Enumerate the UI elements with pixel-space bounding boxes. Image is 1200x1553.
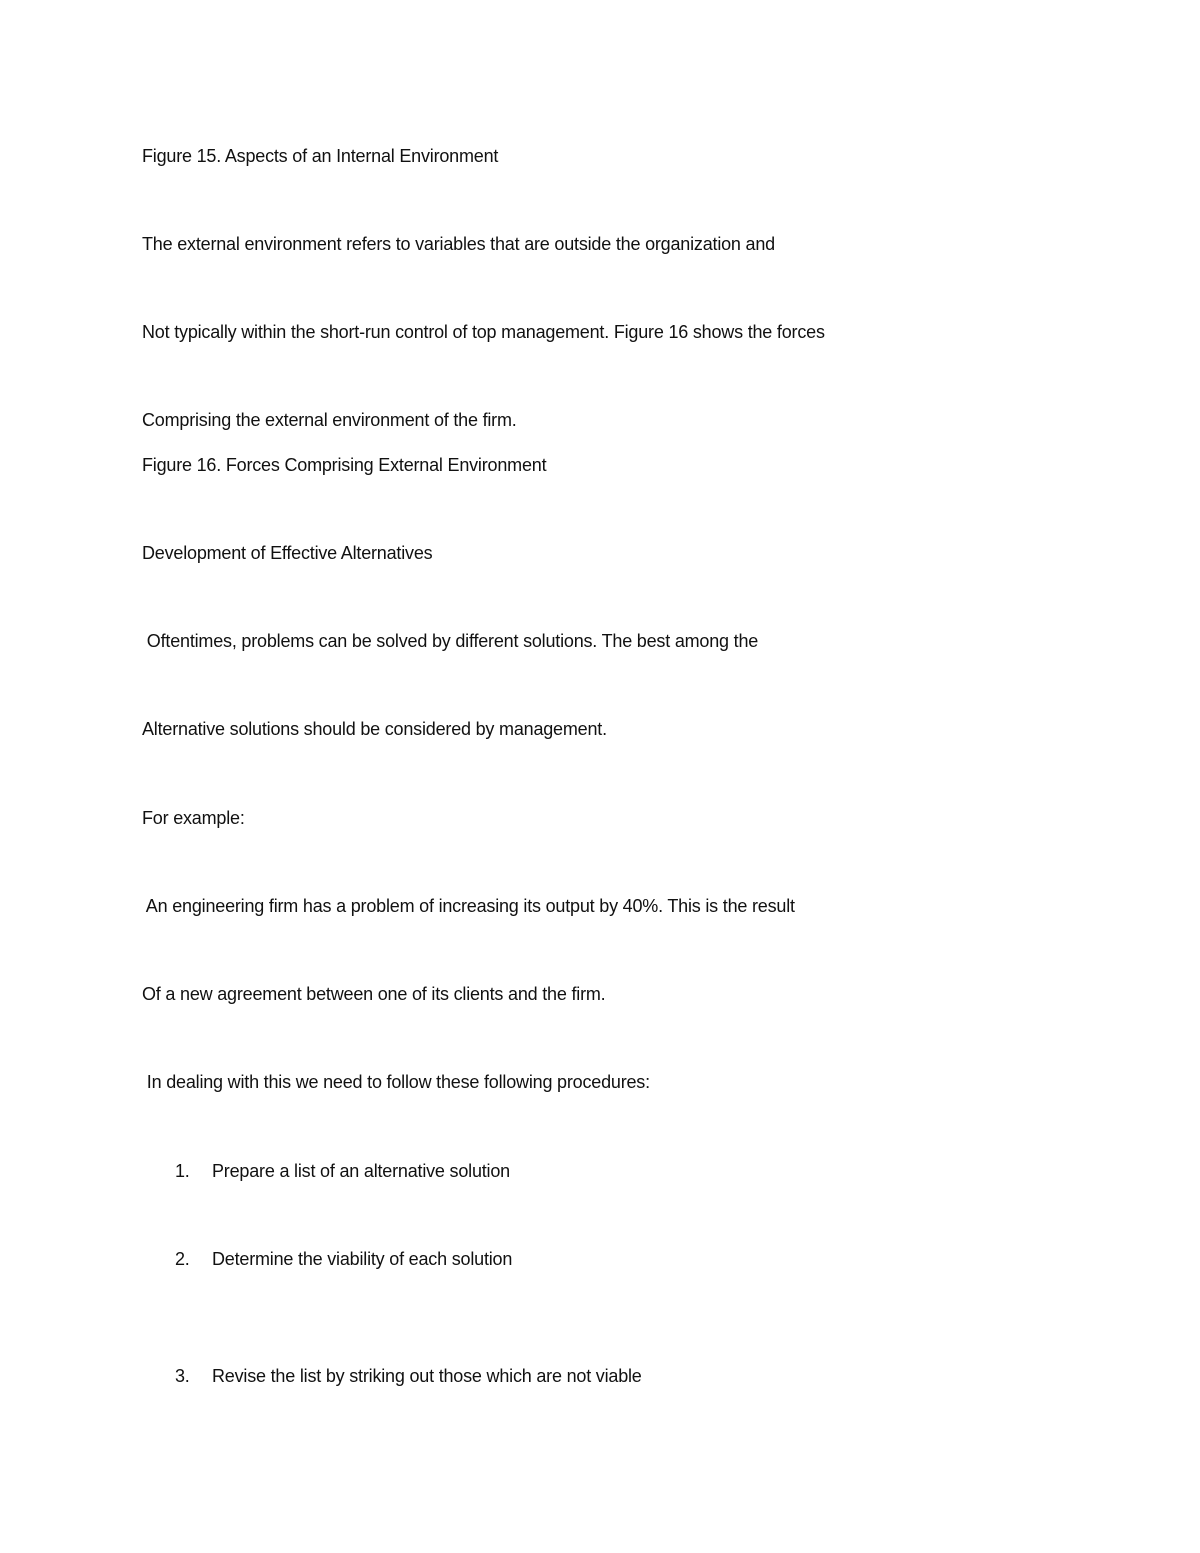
list-item-text: Prepare a list of an alternative solution <box>212 1161 510 1181</box>
paragraph-line: Comprising the external environment of the firm. <box>142 410 517 430</box>
list-item <box>175 1160 510 1182</box>
paragraph-line: In dealing with this we need to follow these following procedures: <box>142 1072 650 1092</box>
paragraph-line: Oftentimes, problems can be solved by different solutions. The best among the <box>142 631 759 651</box>
figure-16-caption: Figure 16. Forces Comprising External Environment <box>142 455 547 475</box>
paragraph-line: The external environment refers to variables that are outside the organization and <box>142 234 775 254</box>
list-item <box>175 1248 512 1270</box>
list-item <box>175 1365 642 1387</box>
paragraph-line: Alternative solutions should be considered by management. <box>142 719 607 739</box>
paragraph-line: An engineering firm has a problem of increasing its output by 40%. This is the result <box>142 896 795 916</box>
paragraph-line: For example: <box>142 808 245 828</box>
list-item-text: Revise the list by striking out those which are not viable <box>212 1366 642 1386</box>
list-item-text: Determine the viability of each solution <box>212 1249 513 1269</box>
section-heading: Development of Effective Alternatives <box>142 543 433 563</box>
list-item-number: 3. <box>175 1366 190 1386</box>
paragraph-line: Of a new agreement between one of its clients and the firm. <box>142 984 606 1004</box>
list-item-number: 1. <box>175 1161 190 1181</box>
figure-15-caption: Figure 15. Aspects of an Internal Environment <box>142 146 499 166</box>
paragraph-line: Not typically within the short-run control of top management. Figure 16 shows the forces <box>142 322 825 342</box>
list-item-number: 2. <box>175 1249 190 1269</box>
